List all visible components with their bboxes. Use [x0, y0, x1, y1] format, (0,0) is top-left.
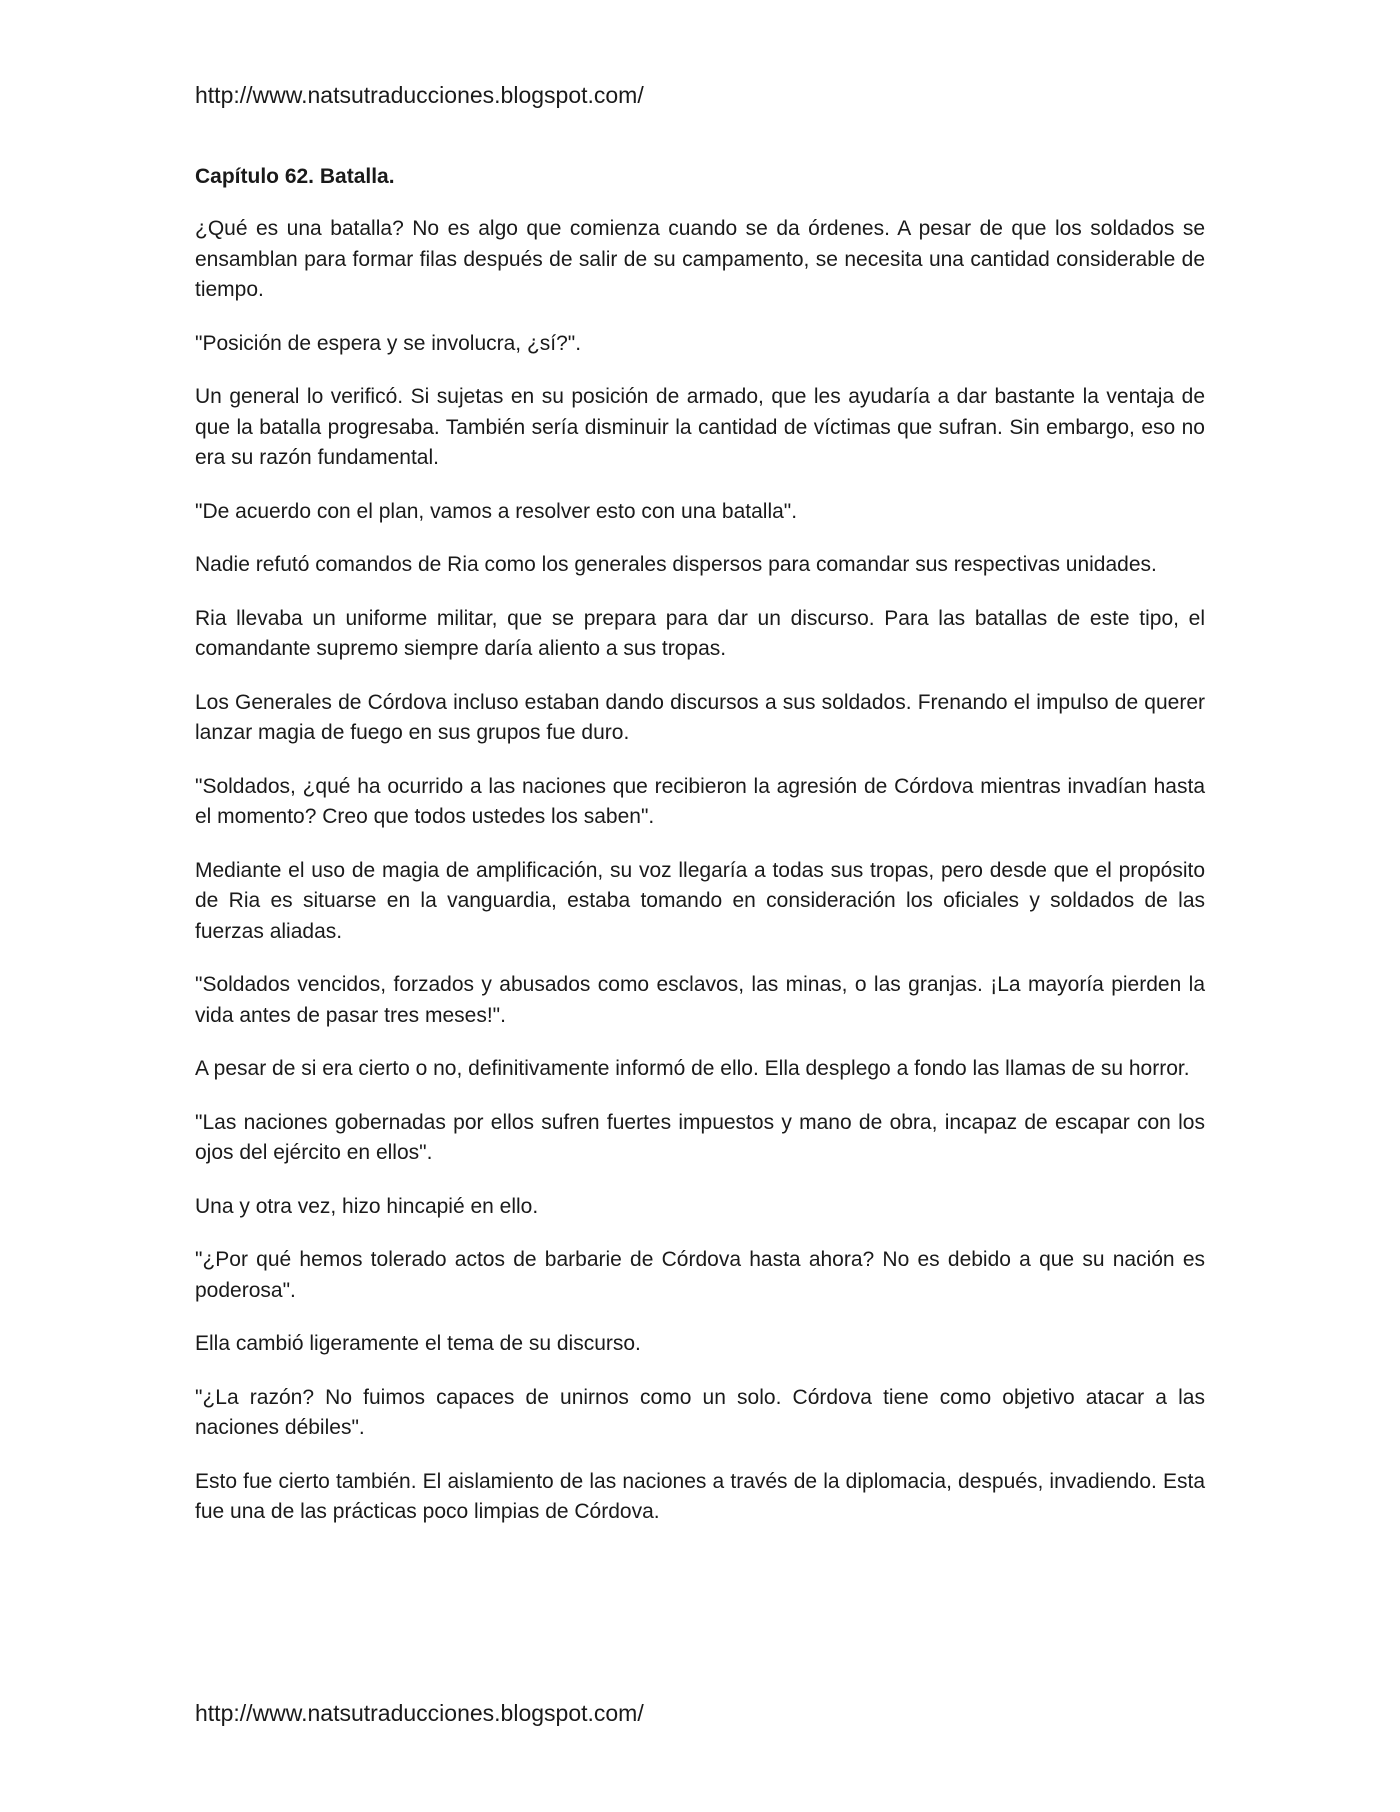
document-body	[195, 162, 1205, 1551]
paragraph: "Soldados, ¿qué ha ocurrido a las naciones que recibieron la agresión de Córdova mientras invadían hasta el momento? Creo que todos ustedes los saben".	[195, 774, 1205, 828]
paragraph: "Posición de espera y se involucra, ¿sí?".	[195, 331, 582, 355]
paragraph: Ria llevaba un uniforme militar, que se prepara para dar un discurso. Para las batallas de este tipo, el comandante supremo siempre daría aliento a sus tropas.	[195, 606, 1205, 660]
paragraph: Nadie refutó comandos de Ria como los generales dispersos para comandar sus respectivas unidades.	[195, 553, 1157, 576]
paragraph: Esto fue cierto también. El aislamiento de las naciones a través de la diplomacia, después, invadiendo. Esta fue una de las prácticas poco limpias de Córdova.	[195, 1469, 1205, 1523]
chapter-title: Capítulo 62. Batalla.	[195, 165, 395, 188]
paragraph: "Las naciones gobernadas por ellos sufren fuertes impuestos y mano de obra, incapaz de escapar con los ojos del ejército en ellos".	[195, 1110, 1205, 1164]
paragraph: ¿Qué es una batalla? No es algo que comienza cuando se da órdenes. A pesar de que los soldados se ensamblan para formar filas después de salir de su campamento, se necesita una cantidad considerable de tiempo.	[195, 217, 1205, 301]
paragraph: Un general lo verificó. Si sujetas en su posición de armado, que les ayudaría a dar bastante la ventaja de que la batalla progresaba. También sería disminuir la cantidad de víctimas que sufran. Sin embargo, eso no era su razón fundamental.	[195, 385, 1205, 469]
paragraph: Ella cambió ligeramente el tema de su discurso.	[195, 1332, 641, 1355]
paragraph: "De acuerdo con el plan, vamos a resolver esto con una batalla".	[195, 499, 798, 523]
paragraph: "¿Por qué hemos tolerado actos de barbarie de Córdova hasta ahora? No es debido a que su nación es poderosa".	[195, 1248, 1205, 1302]
footer-url: http://www.natsutraducciones.blogspot.com/	[195, 1700, 644, 1726]
paragraph: Mediante el uso de magia de amplificación, su voz llegaría a todas sus tropas, pero desde que el propósito de Ria es situarse en la vanguardia, estaba tomando en consideración los oficiales y soldados de las fuerzas aliadas.	[195, 858, 1205, 943]
header-url: http://www.natsutraducciones.blogspot.com/	[195, 82, 644, 108]
paragraph: Una y otra vez, hizo hincapié en ello.	[195, 1194, 539, 1218]
paragraph: A pesar de si era cierto o no, definitivamente informó de ello. Ella desplego a fondo las llamas de su horror.	[195, 1057, 1190, 1080]
paragraph: Los Generales de Córdova incluso estaban dando discursos a sus soldados. Frenando el impulso de querer lanzar magia de fuego en sus grupos fue duro.	[195, 690, 1205, 744]
paragraph: "Soldados vencidos, forzados y abusados como esclavos, las minas, o las granjas. ¡La mayoría pierden la vida antes de pasar tres meses!".	[195, 973, 1205, 1027]
paragraph: "¿La razón? No fuimos capaces de unirnos como un solo. Córdova tiene como objetivo atacar a las naciones débiles".	[195, 1385, 1205, 1439]
